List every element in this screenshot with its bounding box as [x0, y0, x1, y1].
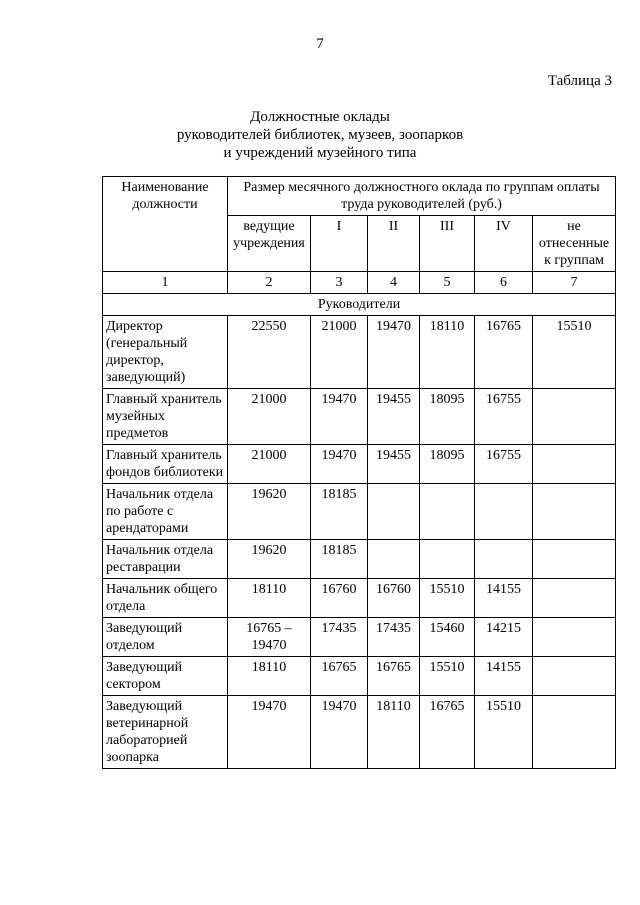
salary-value [533, 618, 616, 657]
salary-value: 18095 [420, 445, 475, 484]
salary-value: 15460 [420, 618, 475, 657]
column-number: 3 [311, 272, 368, 294]
salary-value: 18110 [368, 696, 420, 769]
salary-value [533, 484, 616, 540]
position-name: Главный хранитель фондов библиотеки [103, 445, 228, 484]
salary-value [368, 484, 420, 540]
salary-value [533, 445, 616, 484]
table-label: Таблица 3 [547, 73, 612, 89]
salary-value [420, 540, 475, 579]
header-group-2: II [368, 216, 420, 272]
section-row [103, 294, 616, 316]
column-number: 2 [228, 272, 311, 294]
salary-value: 18095 [420, 389, 475, 445]
table-row [103, 484, 616, 540]
header-group-3: III [420, 216, 475, 272]
salary-value [533, 696, 616, 769]
salary-value: 16765 – 19470 [228, 618, 311, 657]
column-number: 4 [368, 272, 420, 294]
position-name: Начальник отдела по работе с арендаторами [103, 484, 228, 540]
table-row [103, 445, 616, 484]
salary-value: 16755 [475, 389, 533, 445]
header-group-leading: ведущие учреждения [228, 216, 311, 272]
salary-value: 21000 [228, 445, 311, 484]
salary-value: 15510 [475, 696, 533, 769]
caption-line: Должностные оклады [250, 109, 390, 125]
position-name: Заведующий отделом [103, 618, 228, 657]
salary-value [533, 657, 616, 696]
table-caption [0, 108, 640, 162]
salary-table [102, 176, 616, 769]
salary-value: 18185 [311, 484, 368, 540]
position-name: Начальник общего отдела [103, 579, 228, 618]
salary-value [420, 484, 475, 540]
salary-value [368, 540, 420, 579]
header-group-unassigned: не отнесенные к группам [533, 216, 616, 272]
table-row [103, 389, 616, 445]
table-row [103, 540, 616, 579]
salary-value: 17435 [368, 618, 420, 657]
salary-value: 15510 [420, 579, 475, 618]
salary-value: 19470 [228, 696, 311, 769]
salary-value: 16765 [311, 657, 368, 696]
salary-value [475, 540, 533, 579]
position-name: Начальник отдела реставрации [103, 540, 228, 579]
salary-value: 18110 [420, 316, 475, 389]
header-position-name: Наименование должности [103, 177, 228, 272]
salary-value: 16765 [420, 696, 475, 769]
salary-value [475, 484, 533, 540]
salary-value: 21000 [311, 316, 368, 389]
table-row [103, 618, 616, 657]
salary-value: 14215 [475, 618, 533, 657]
salary-value [533, 540, 616, 579]
salary-value: 18110 [228, 657, 311, 696]
position-name: Заведующий сектором [103, 657, 228, 696]
salary-value: 18185 [311, 540, 368, 579]
salary-value: 16760 [368, 579, 420, 618]
salary-value: 19455 [368, 445, 420, 484]
salary-value: 19620 [228, 484, 311, 540]
salary-value: 14155 [475, 579, 533, 618]
section-title: Руководители [103, 294, 616, 316]
salary-value: 19620 [228, 540, 311, 579]
caption-line: руководителей библиотек, музеев, зоопарков [176, 127, 464, 143]
page-number: 7 [316, 36, 324, 52]
salary-value: 19470 [311, 389, 368, 445]
salary-value: 15510 [420, 657, 475, 696]
table-row [103, 657, 616, 696]
salary-value: 17435 [311, 618, 368, 657]
salary-value [533, 579, 616, 618]
column-number: 6 [475, 272, 533, 294]
column-number: 1 [103, 272, 228, 294]
salary-value: 14155 [475, 657, 533, 696]
salary-value: 19470 [311, 445, 368, 484]
position-name: Заведующий ветеринарной лабораторией зоопарка [103, 696, 228, 769]
salary-value: 22550 [228, 316, 311, 389]
column-number-row [103, 272, 616, 294]
salary-value: 16755 [475, 445, 533, 484]
header-group-4: IV [475, 216, 533, 272]
header-salary-groups: Размер месячного должностного оклада по группам оплаты труда руководителей (руб.) [228, 177, 616, 216]
position-name: Главный хранитель музейных предметов [103, 389, 228, 445]
salary-value: 16765 [368, 657, 420, 696]
salary-value: 15510 [533, 316, 616, 389]
salary-value: 19470 [368, 316, 420, 389]
salary-value: 16765 [475, 316, 533, 389]
column-number: 7 [533, 272, 616, 294]
table-row [103, 316, 616, 389]
salary-value: 16760 [311, 579, 368, 618]
caption-line: и учреждений музейного типа [223, 145, 417, 161]
salary-value: 19470 [311, 696, 368, 769]
salary-value [533, 389, 616, 445]
salary-value: 19455 [368, 389, 420, 445]
header-group-1: I [311, 216, 368, 272]
salary-value: 21000 [228, 389, 311, 445]
salary-value: 18110 [228, 579, 311, 618]
column-number: 5 [420, 272, 475, 294]
table-row [103, 579, 616, 618]
position-name: Директор (генеральный директор, заведующий) [103, 316, 228, 389]
table-row [103, 696, 616, 769]
